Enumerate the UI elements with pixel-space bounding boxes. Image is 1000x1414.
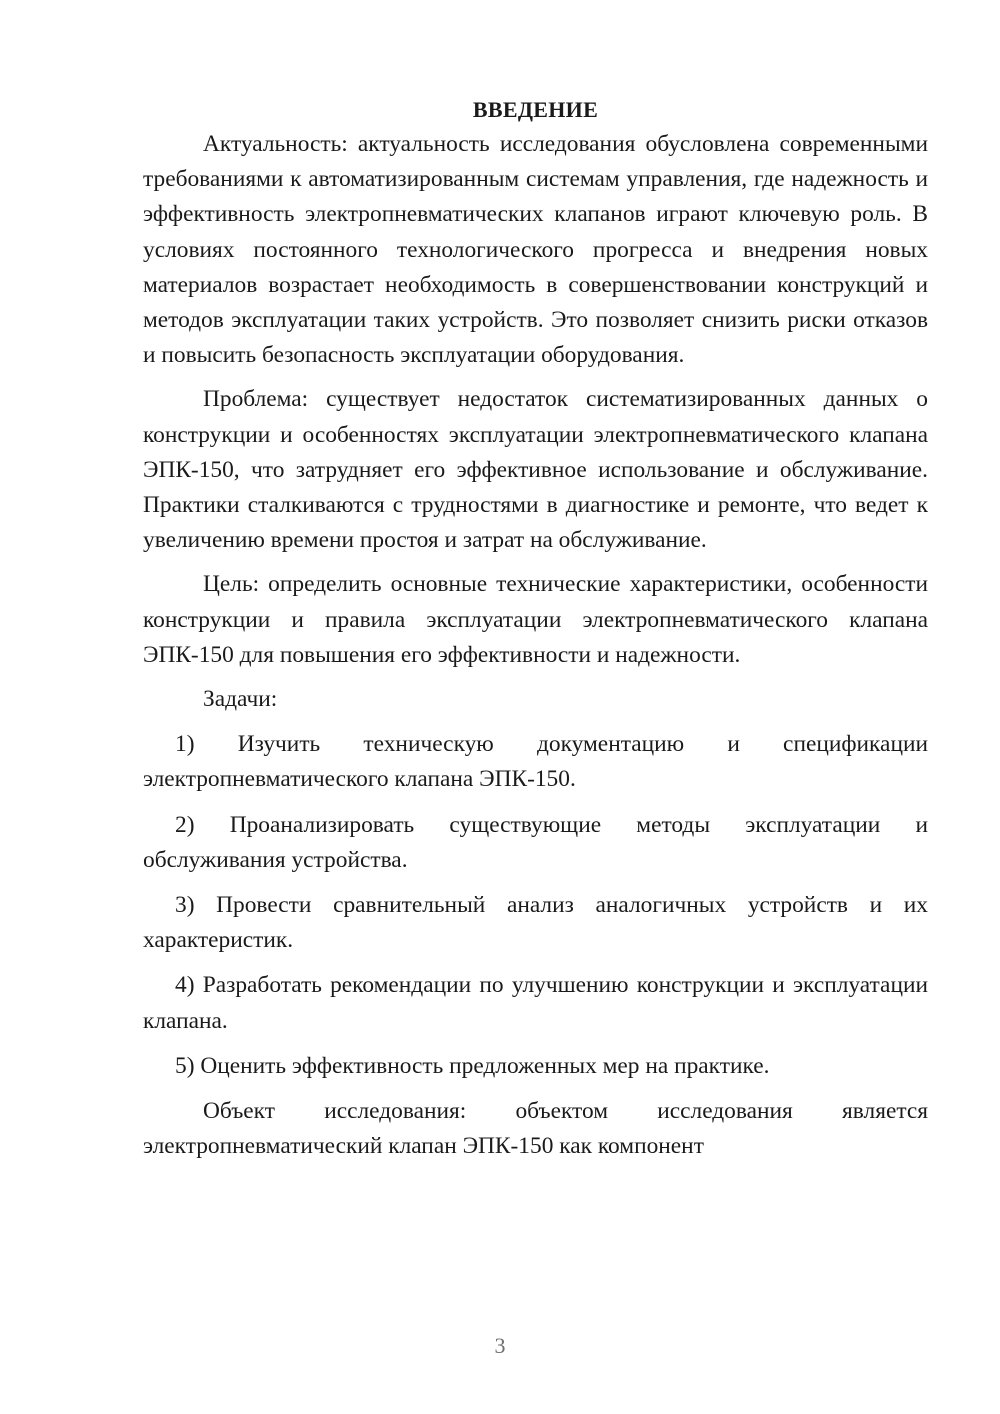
page-content [143,92,928,1164]
paragraph-object: Объект исследования: объектом исследования является электропневматический клапан ЭПК-150 как компонент [143,1098,928,1160]
tasks-list [143,727,928,1084]
task-item: 2) Проанализировать существующие методы эксплуатации и обслуживания устройства. [143,811,928,873]
page-number: 3 [494,1333,506,1358]
tasks-label: Задачи: [203,686,278,713]
task-item: 3) Провести сравнительный анализ аналогичных устройств и их характеристик. [143,892,928,954]
paragraph-goal: Цель: определить основные технические характеристики, особенности конструкции и правила эксплуатации электропневматического клапана ЭПК-150 для повышения его эффективности и надежности. [143,571,928,668]
task-item: 5) Оценить эффективность предложенных мер на практике. [175,1052,770,1079]
paragraph-problem: Проблема: существует недостаток систематизированных данных о конструкции и особенностях эксплуатации электропневматического клапана ЭПК-150, что затрудняет его эффективное использование и обслуживание. Практики сталкиваются с трудностями в диагностике и ремонте, что ведет к увеличению времени простоя и затрат на обслуживание. [143,386,928,554]
paragraph-relevance: Актуальность: актуальность исследования обусловлена современными требованиями к автоматизированным системам управления, где надежность и эффективность электропневматических клапанов играют ключевую роль. В условиях постоянного технологического прогресса и внедрения новых материалов возрастает необходимость в совершенствовании конструкций и методов эксплуатации таких устройств. Это позволяет снизить риски отказов и повысить безопасность эксплуатации оборудования. [143,131,928,369]
task-item: 1) Изучить техническую документацию и спецификации электропневматического клапана ЭПК-150. [143,731,928,793]
section-heading: ВВЕДЕНИЕ [472,97,599,122]
task-item: 4) Разработать рекомендации по улучшению конструкции и эксплуатации клапана. [143,972,928,1034]
